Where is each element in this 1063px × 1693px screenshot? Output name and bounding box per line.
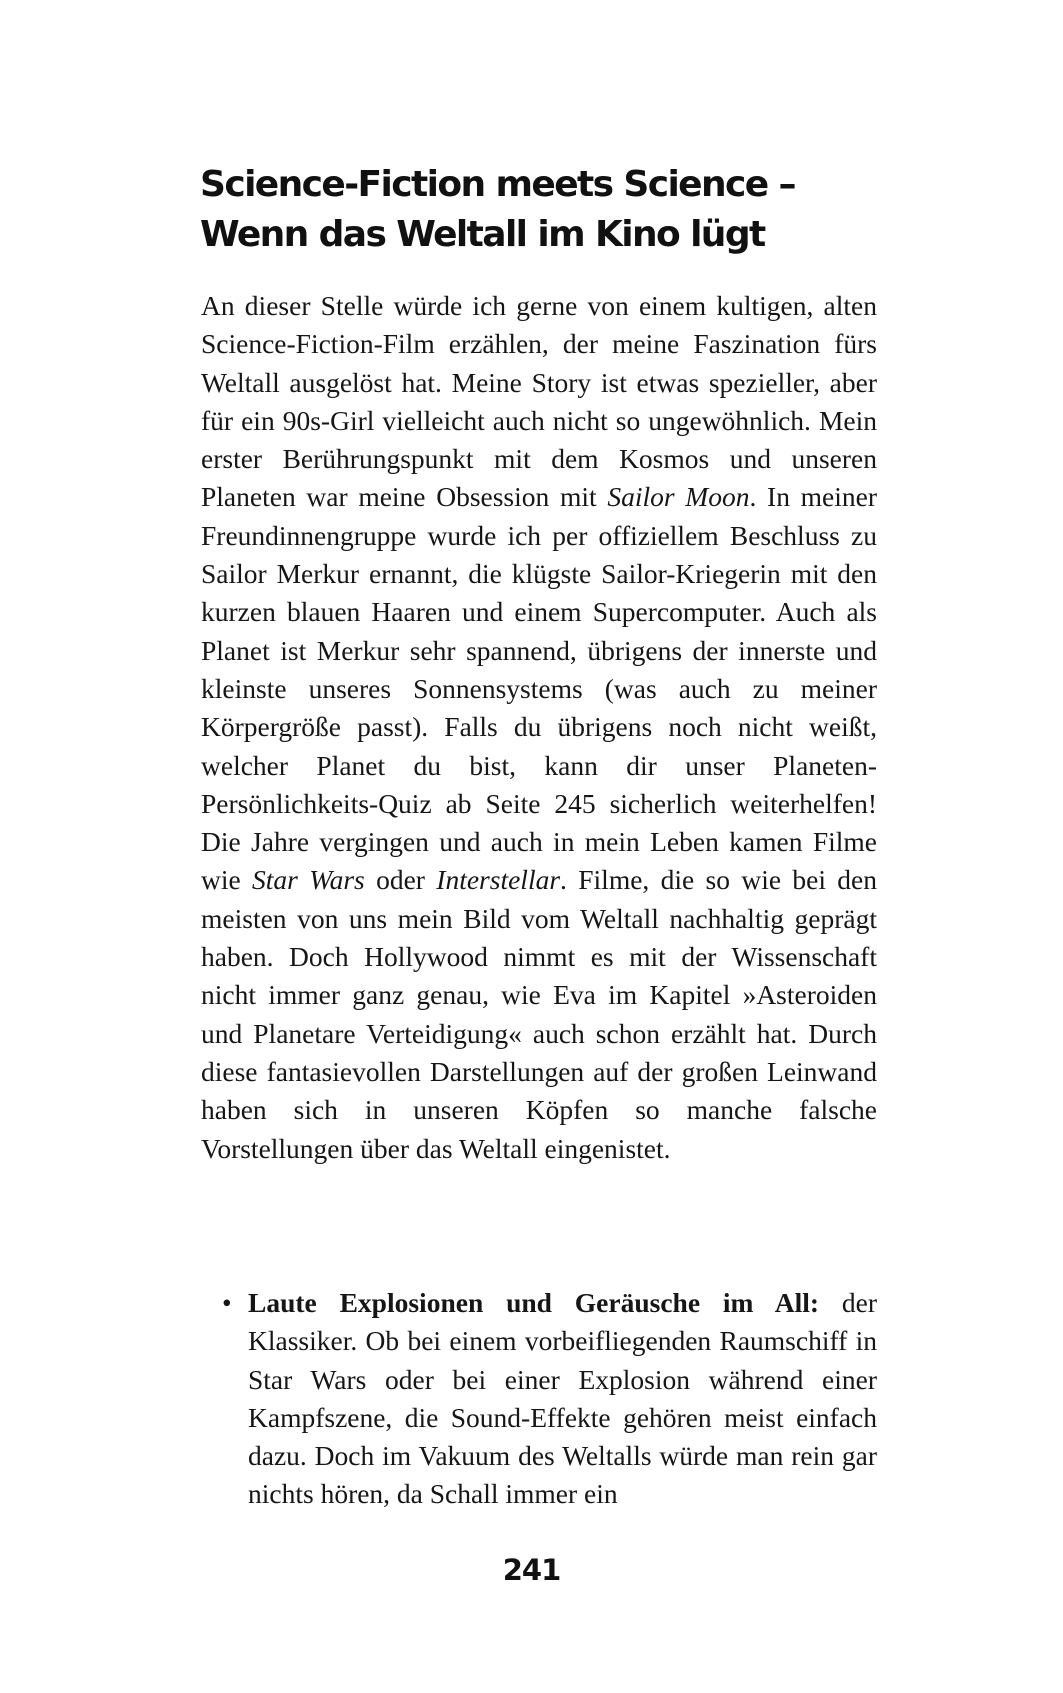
- body-text-4: . Filme, die so wie bei den meisten von uns mein Bild vom Weltall nachhaltig geprägt haben. Doch Hollywood nimmt es mit der Wissenschaft nicht immer ganz genau, wie Eva im Kapitel »Asteroiden und Planetare Verteidigung« auch schon erzählt hat. Durch diese fantasievollen Darstellungen auf der großen Leinwand haben sich in unseren Köpfen so manche falsche Vorstellungen über das Weltall eingenistet.: [201, 864, 877, 1164]
- title-interstellar: Interstellar: [436, 864, 561, 896]
- bullet-term: Laute Explosionen und Geräusche im All:: [248, 1287, 820, 1318]
- title-star-wars: Star Wars: [252, 864, 365, 896]
- page-number: 241: [502, 1553, 561, 1587]
- body-paragraph: [201, 287, 877, 1168]
- chapter-heading: [200, 160, 900, 260]
- body-text-1: An dieser Stelle würde ich gerne von einem kultigen, alten Science-Fiction-Film erzählen, der meine Faszination fürs Weltall ausgelöst hat. Meine Story ist etwas spezieller, aber für ein 90s-Girl vielleicht auch nicht so ungewöhnlich. Mein erster Berührungspunkt mit dem Kosmos und unseren Planeten war meine Obsession mit: [201, 290, 877, 513]
- bullet-list: [222, 1284, 877, 1514]
- body-text-3: oder: [364, 864, 437, 896]
- heading-line-1: Science-Fiction meets Science –: [200, 164, 795, 205]
- list-item: [222, 1284, 877, 1514]
- heading-line-2: Wenn das Weltall im Kino lügt: [200, 214, 765, 255]
- bullet-text: der Klassiker. Ob bei einem vorbeifliegenden Raumschiff in Star Wars oder bei einer Explosion während einer Kampfszene, die Sound-Effekte gehören meist einfach dazu. Doch im Vakuum des Weltalls würde man rein gar nichts hören, da Schall immer ein: [248, 1287, 877, 1510]
- bullet-icon: •: [222, 1287, 232, 1318]
- body-text-2: . In meiner Freundinnengruppe wurde ich per offiziellem Beschluss zu Sailor Merkur ernannt, die klügste Sailor-Kriegerin mit den kurzen blauen Haaren und einem Supercomputer. Auch als Planet ist Merkur sehr spannend, übrigens der innerste und kleinste unseres Sonnensystems (was auch zu meiner Körpergröße passt). Falls du übrigens noch nicht weißt, welcher Planet du bist, kann dir unser Planeten-Persönlichkeits-Quiz ab Seite 245 sicherlich weiterhelfen! Die Jahre vergingen und auch in mein Leben kamen Filme wie: [201, 481, 877, 896]
- title-sailor-moon: Sailor Moon: [607, 481, 750, 513]
